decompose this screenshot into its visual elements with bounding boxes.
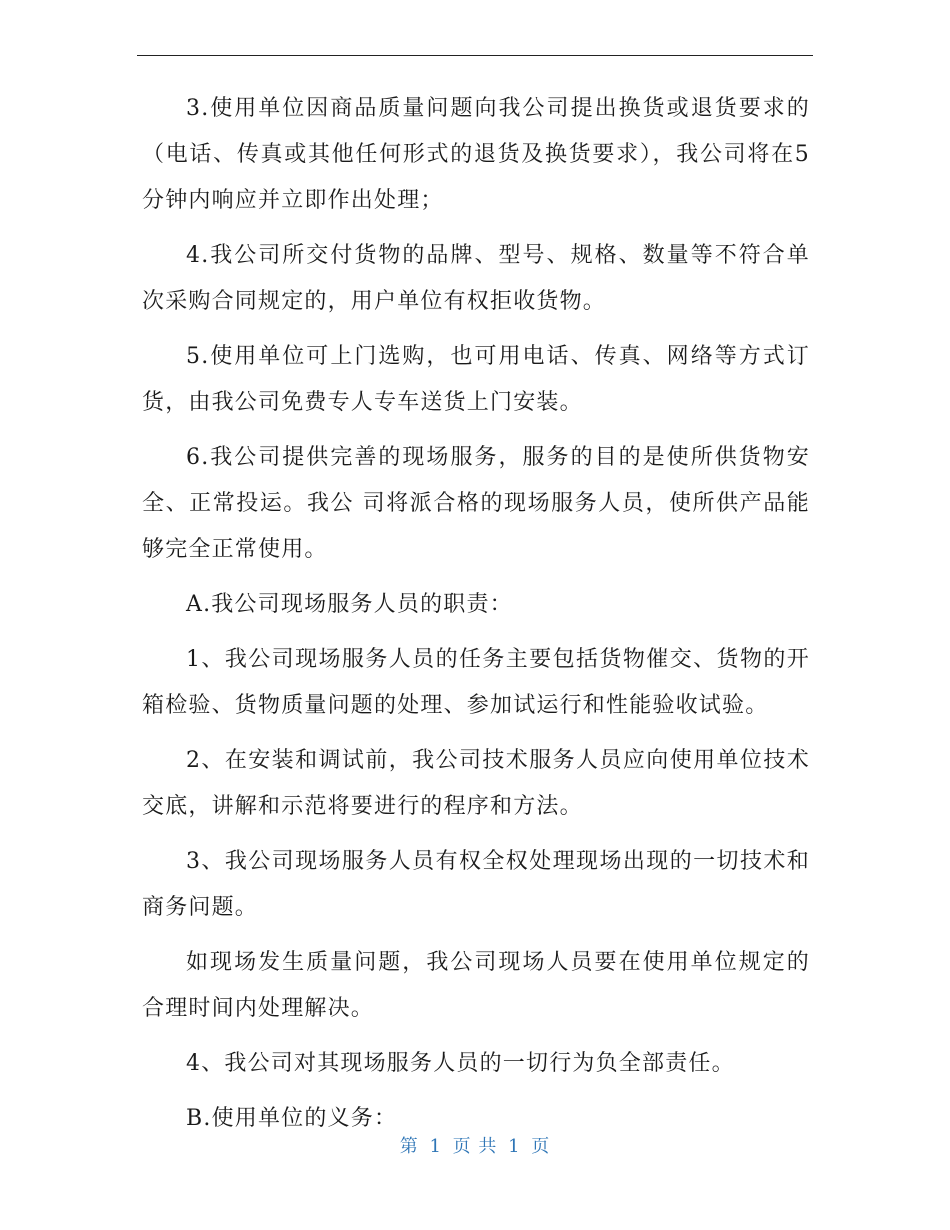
footer-total-pages: 1 xyxy=(508,1136,521,1157)
paragraph: 1、我公司现场服务人员的任务主要包括货物催交、货物的开箱检验、货物质量问题的处理、参加试运行和性能验收试验。 xyxy=(142,647,810,718)
footer-suffix: 页 xyxy=(531,1136,551,1157)
paragraph: 6.我公司提供完善的现场服务，服务的目的是使所供货物安全、正常投运。我公 司将派合格的现场服务人员，使所供产品能够完全正常使用。 xyxy=(142,445,810,562)
page-footer xyxy=(0,1134,950,1160)
paragraph: 5.使用单位可上门选购，也可用电话、传真、网络等方式订货，由我公司免费专人专车送货上门安装。 xyxy=(142,344,810,415)
section-heading: A.我公司现场服务人员的职责： xyxy=(186,592,513,617)
paragraph: 2、在安装和调试前，我公司技术服务人员应向使用单位技术交底，讲解和示范将要进行的程序和方法。 xyxy=(142,748,810,819)
paragraph: 4、我公司对其现场服务人员的一切行为负全部责任。 xyxy=(186,1051,735,1076)
section-heading: B.使用单位的义务： xyxy=(186,1106,398,1131)
paragraph: 如现场发生质量问题，我公司现场人员要在使用单位规定的合理时间内处理解决。 xyxy=(142,950,810,1021)
paragraph: 4.我公司所交付货物的品牌、型号、规格、数量等不符合单次采购合同规定的，用户单位有权拒收货物。 xyxy=(142,243,810,314)
header-rule xyxy=(137,55,813,56)
document-body xyxy=(142,86,810,1151)
footer-prefix: 第 xyxy=(399,1136,419,1157)
footer-page-number: 1 xyxy=(429,1136,442,1157)
paragraph: 3.使用单位因商品质量问题向我公司提出换货或退货要求的（电话、传真或其他任何形式的退货及换货要求），我公司将在5分钟内响应并立即作出处理； xyxy=(142,96,810,213)
paragraph: 3、我公司现场服务人员有权全权处理现场出现的一切技术和商务问题。 xyxy=(142,849,810,920)
footer-middle: 页 共 xyxy=(452,1136,498,1157)
